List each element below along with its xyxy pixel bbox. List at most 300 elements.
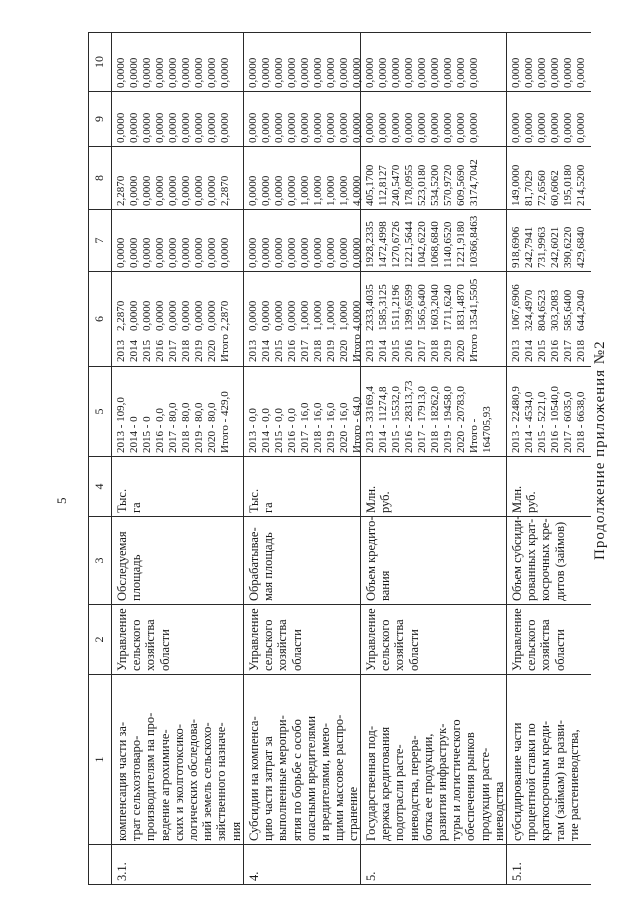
cell-text-line: 0,0000 xyxy=(338,57,350,88)
cell-text-line: сельского xyxy=(524,619,539,671)
cell-text-line: 0,0000 xyxy=(128,300,140,331)
cell-text-line: сельского xyxy=(129,619,144,671)
table-cell xyxy=(244,209,361,271)
cell-text-line: 2015 xyxy=(536,340,548,362)
cell-text-line: Итого xyxy=(351,334,363,362)
cell-text-line: 804,6523 xyxy=(536,289,548,331)
cell-text-line: 1,0000 xyxy=(299,175,311,206)
table-cell xyxy=(361,366,507,456)
cell-text-line: 1221,5644 xyxy=(403,221,415,268)
cell-text-line: 0,0000 xyxy=(180,300,192,331)
table-cell xyxy=(244,91,361,146)
cell-text-line: 2015 xyxy=(141,340,153,362)
cell-text-line: туры и логистического xyxy=(449,719,464,841)
cell-text-line: 0,0000 xyxy=(442,112,454,143)
cell-text-line: га xyxy=(261,502,276,513)
cell-text-line: хозяйства xyxy=(392,619,407,671)
cell-text-line: 429,6840 xyxy=(575,226,587,268)
cell-text-line: 0,0000 xyxy=(193,57,205,88)
value-column xyxy=(115,274,243,331)
data-table xyxy=(88,32,591,885)
cell-text-line: 0,0000 xyxy=(299,57,311,88)
cell-text-line: Управление xyxy=(247,608,261,671)
cell-text-line: 0,0000 xyxy=(115,57,127,88)
cell-text-line: мая площадь xyxy=(261,532,276,601)
cell-text-line: 0,0000 xyxy=(455,57,467,88)
cell-text-line: 0,0000 xyxy=(562,57,574,88)
cell-text-line: ниеводства xyxy=(491,781,506,841)
cell-text-line: 2013 xyxy=(364,340,376,362)
cell-text-line: 0,0000 xyxy=(219,237,231,268)
cell-text-line: 0,0000 xyxy=(206,237,218,268)
cell-text-line: 2018 xyxy=(312,340,324,362)
table-cell xyxy=(507,32,591,91)
cell-text-line: 164705,93 xyxy=(481,406,493,453)
cell-text-line: 195,0180 xyxy=(562,164,574,206)
cell-text-line: 2020 xyxy=(338,340,350,362)
cell-text-line: 2015 - 15532,0 xyxy=(390,386,402,453)
cell-text-line: Итого - 429,0 xyxy=(219,391,231,453)
cell-text-line: 2016 - 0,0 xyxy=(154,408,166,453)
cell-text-line: 0,0000 xyxy=(549,112,561,143)
column-number-cell: 9 xyxy=(89,91,112,146)
cell-text-line: дитов (займов) xyxy=(552,521,567,601)
cell-text-line: тие растениеводства, xyxy=(566,729,581,841)
cell-text-line: 2333,4035 xyxy=(364,284,376,331)
cell-text-line: 0,0000 xyxy=(325,237,337,268)
cell-text-line: 2013 - 109,0 xyxy=(115,397,127,453)
cell-text-line: 2013 - 33169,4 xyxy=(364,386,376,453)
cell-text-line: 2019 - 16,0 xyxy=(325,402,337,453)
cell-text-line: вания xyxy=(378,570,393,601)
cell-text-line: 0,0000 xyxy=(364,112,376,143)
table-cell xyxy=(361,146,507,209)
cell-text-line: 390,6220 xyxy=(562,226,574,268)
cell-text-line: 0,0000 xyxy=(273,57,285,88)
cell-text-line: 2020 - 16,0 xyxy=(338,402,350,453)
cell-text-line: 585,6400 xyxy=(562,289,574,331)
cell-text-line: Государственная под- xyxy=(364,726,378,841)
cell-text-line: 0,0000 xyxy=(429,112,441,143)
column-number-cell: 5 xyxy=(89,366,112,456)
cell-text-line: 4,0000 xyxy=(351,175,363,206)
year-column xyxy=(247,331,363,362)
cell-text-line: 0,0000 xyxy=(364,57,376,88)
table-cell xyxy=(361,456,507,516)
cell-text-line: краткосрочным креди- xyxy=(538,720,553,841)
cell-text-line: 2013 - 0,0 xyxy=(247,408,259,453)
cell-text-line: 1068,6840 xyxy=(429,221,441,268)
cell-text-line: 2017 xyxy=(167,340,179,362)
cell-text-line: 2017 - 16,0 xyxy=(299,402,311,453)
cell-text-line: 0,0000 xyxy=(247,112,259,143)
cell-text-line: 2017 - 6035,0 xyxy=(562,391,574,453)
cell-text-line: 0,0000 xyxy=(273,112,285,143)
table-cell xyxy=(112,366,244,456)
cell-text-line: Итого - 64,0 xyxy=(351,396,363,453)
cell-text-line: Обрабатывае- xyxy=(247,527,261,601)
row-number: 3.1. xyxy=(115,862,129,881)
cell-text-line: сельского xyxy=(378,619,393,671)
cell-text-line: и вредителями, имею- xyxy=(318,723,333,841)
table-cell xyxy=(507,674,591,844)
cell-text-line: 2015 - 5221,0 xyxy=(536,391,548,453)
cell-text-line: 609,5690 xyxy=(455,164,467,206)
cell-text-line: 2014 - 4534,0 xyxy=(523,391,535,453)
table-cell xyxy=(361,271,507,366)
cell-text-line: области xyxy=(406,629,421,671)
cell-text-line: 2016 xyxy=(403,340,415,362)
cell-text-line: Субсидии на компенса- xyxy=(247,716,261,841)
cell-text-line: 2015 xyxy=(273,340,285,362)
cell-text-line: 2013 xyxy=(115,340,127,362)
cell-text-line: Млн. xyxy=(510,485,524,513)
cell-text-line: 2,2870 xyxy=(219,300,231,331)
table-cell xyxy=(361,516,507,604)
cell-text-line: 2019 xyxy=(325,340,337,362)
cell-text-line: 0,0000 xyxy=(247,57,259,88)
cell-text-line: 0,0000 xyxy=(403,57,415,88)
cell-text-line: 0,0000 xyxy=(115,112,127,143)
cell-text-line: 0,0000 xyxy=(193,112,205,143)
cell-text-line: 149,0000 xyxy=(510,164,522,206)
cell-text-line: 0,0000 xyxy=(219,57,231,88)
cell-text-line: 0,0000 xyxy=(377,57,389,88)
cell-text-line: 0,0000 xyxy=(562,112,574,143)
cell-text-line: 2015 xyxy=(390,340,402,362)
cell-text-line: 2014 xyxy=(260,340,272,362)
cell-text-line: 2016 - 0,0 xyxy=(286,408,298,453)
cell-text-line: 0,0000 xyxy=(351,112,363,143)
table-cell xyxy=(244,366,361,456)
cell-text-line: 0,0000 xyxy=(273,300,285,331)
cell-text-line: 2014 - 0,0 xyxy=(260,408,272,453)
table-cell xyxy=(112,604,244,674)
row-number: 4. xyxy=(247,871,261,881)
cell-text-line: Обследуемая xyxy=(115,531,129,601)
cell-text-line: 60,6062 xyxy=(549,170,561,206)
cell-text-line: области xyxy=(552,629,567,671)
cell-text-line: 0,0000 xyxy=(128,237,140,268)
cell-text-line: 1711,6240 xyxy=(442,284,454,331)
cell-text-line: 1928,2335 xyxy=(364,221,376,268)
cell-text-line: 0,0000 xyxy=(206,300,218,331)
cell-text-line: 0,0000 xyxy=(312,112,324,143)
cell-text-line: 2018 - 16,0 xyxy=(312,402,324,453)
cell-text-line: 4,0000 xyxy=(351,300,363,331)
cell-text-line: 1472,4998 xyxy=(377,221,389,268)
table-cell xyxy=(361,604,507,674)
table-cell xyxy=(361,674,507,844)
header-cell-blank xyxy=(89,844,112,884)
cell-text-line: области xyxy=(289,629,304,671)
cell-text-line: 0,0000 xyxy=(128,112,140,143)
cell-text-line: 324,4970 xyxy=(523,289,535,331)
cell-text-line: Итого - xyxy=(468,418,480,453)
table-cell xyxy=(112,146,244,209)
cell-text-line: 0,0000 xyxy=(351,57,363,88)
table-cell xyxy=(112,456,244,516)
column-number-cell: 2 xyxy=(89,604,112,674)
cell-text-line: 0,0000 xyxy=(219,112,231,143)
cell-text-line: 570,9720 xyxy=(442,164,454,206)
table-cell xyxy=(112,516,244,604)
cell-text-line: 2,2870 xyxy=(115,175,127,206)
cell-text-line: 1,0000 xyxy=(338,175,350,206)
cell-text-line: 2017 - 17913,0 xyxy=(416,386,428,453)
table-cell xyxy=(507,271,591,366)
cell-text-line: 0,0000 xyxy=(141,237,153,268)
cell-text-line: 242,6021 xyxy=(549,226,561,268)
cell-text-line: 0,0000 xyxy=(536,112,548,143)
cell-text-line: 2018 xyxy=(575,340,587,362)
cell-text-line: 0,0000 xyxy=(325,112,337,143)
cell-text-line: 0,0000 xyxy=(273,237,285,268)
cell-text-line: 0,0000 xyxy=(510,57,522,88)
cell-text-line: 2013 xyxy=(510,340,522,362)
cell-text-line: 2014 xyxy=(377,340,389,362)
cell-text-line: 0,0000 xyxy=(286,57,298,88)
cell-text-line: 2016 - 28313,73 xyxy=(403,380,415,453)
cell-text-line: 2017 - 80,0 xyxy=(167,402,179,453)
cell-text-line: 2017 xyxy=(562,340,574,362)
cell-text-line: Управление xyxy=(115,608,129,671)
cell-text-line: 1067,6906 xyxy=(510,284,522,331)
page-header: Продолжение приложения №2 xyxy=(592,340,608,560)
cell-text-line: 918,6906 xyxy=(510,226,522,268)
cell-text-line: 1,0000 xyxy=(325,175,337,206)
table-cell xyxy=(244,456,361,516)
cell-text-line: 1042,6220 xyxy=(416,221,428,268)
cell-text-line: 0,0000 xyxy=(575,112,587,143)
cell-text-line: 0,0000 xyxy=(338,237,350,268)
cell-text-line: хозяйства xyxy=(143,619,158,671)
cell-text-line: 644,2040 xyxy=(575,289,587,331)
cell-text-line: ведение агрохимиче- xyxy=(157,729,172,841)
table-cell xyxy=(244,146,361,209)
cell-text-line: 0,0000 xyxy=(468,57,480,88)
cell-text-line: 1,0000 xyxy=(338,300,350,331)
cell-text-line: 0,0000 xyxy=(128,57,140,88)
cell-text-line: 0,0000 xyxy=(260,57,272,88)
table-cell xyxy=(112,271,244,366)
cell-text-line: ний земель сельскохо- xyxy=(200,722,215,841)
value-column xyxy=(510,274,591,331)
cell-text-line: 0,0000 xyxy=(442,57,454,88)
cell-text-line: 0,0000 xyxy=(180,237,192,268)
table-cell xyxy=(361,32,507,91)
cell-text-line: ния xyxy=(228,821,243,841)
cell-text-line: выполненные меропри- xyxy=(275,715,290,841)
cell-text-line: подотрасли расте- xyxy=(392,744,407,841)
value-column xyxy=(364,274,506,331)
cell-text-line: 2015 - 0,0 xyxy=(273,408,285,453)
cell-text-line: 0,0000 xyxy=(325,57,337,88)
cell-text-line: 2015 - 0 xyxy=(141,416,153,453)
cell-text-line: 0,0000 xyxy=(523,57,535,88)
value-column xyxy=(247,274,363,331)
column-number-cell: 3 xyxy=(89,516,112,604)
cell-text-line: опасными вредителями xyxy=(303,715,318,841)
column-number-cell: 1 xyxy=(89,674,112,844)
cell-text-line: 1565,6400 xyxy=(416,284,428,331)
cell-text-line: 0,0000 xyxy=(260,300,272,331)
cell-text-line: 0,0000 xyxy=(299,112,311,143)
cell-text-line: 2020 xyxy=(206,340,218,362)
table-cell xyxy=(361,209,507,271)
column-number-cell: 10 xyxy=(89,32,112,91)
cell-text-line: 242,7941 xyxy=(523,226,535,268)
cell-text-line: 0,0000 xyxy=(154,300,166,331)
cell-text-line: области xyxy=(157,629,172,671)
cell-text-line: 0,0000 xyxy=(455,112,467,143)
table-cell xyxy=(507,604,591,674)
cell-text-line: 2016 xyxy=(286,340,298,362)
cell-text-line: щими массовое распро- xyxy=(332,714,347,841)
table-cell xyxy=(244,844,361,884)
table-cell xyxy=(507,844,591,884)
cell-text-line: 0,0000 xyxy=(575,57,587,88)
cell-text-line: 2018 xyxy=(429,340,441,362)
table-cell xyxy=(244,604,361,674)
cell-text-line: 0,0000 xyxy=(286,300,298,331)
table-cell xyxy=(112,91,244,146)
cell-text-line: 72,6560 xyxy=(536,170,548,206)
cell-text-line: 240,5470 xyxy=(390,164,402,206)
cell-text-line: 0,0000 xyxy=(260,112,272,143)
cell-text-line: 0,0000 xyxy=(523,112,535,143)
cell-text-line: 303,2083 xyxy=(549,289,561,331)
cell-text-line: 405,1700 xyxy=(364,164,376,206)
cell-text-line: 0,0000 xyxy=(247,237,259,268)
cell-text-line: 0,0000 xyxy=(128,175,140,206)
table-cell xyxy=(244,674,361,844)
column-number-cell: 4 xyxy=(89,456,112,516)
cell-text-line: 10366,8463 xyxy=(468,215,480,268)
cell-text-line: 1,0000 xyxy=(299,300,311,331)
cell-text-line: странение xyxy=(346,786,361,841)
cell-text-line: 0,0000 xyxy=(390,112,402,143)
cell-text-line: 178,0955 xyxy=(403,164,415,206)
cell-text-line: 2018 - 18262,0 xyxy=(429,386,441,453)
cell-text-line: 2019 xyxy=(442,340,454,362)
cell-text-line: 0,0000 xyxy=(286,112,298,143)
row-number: 5.1. xyxy=(510,862,524,881)
cell-text-line: 2020 - 20783,0 xyxy=(455,386,467,453)
cell-text-line: 0,0000 xyxy=(416,57,428,88)
cell-text-line: 3174,7042 xyxy=(468,159,480,206)
cell-text-line: 1,0000 xyxy=(325,300,337,331)
cell-text-line: держка кредитования xyxy=(378,726,393,841)
table-cell xyxy=(507,516,591,604)
cell-text-line: 81,7029 xyxy=(523,170,535,206)
table-cell xyxy=(244,32,361,91)
year-column xyxy=(115,331,243,362)
year-column xyxy=(510,331,591,362)
cell-text-line: 2014 - 11274,8 xyxy=(377,386,389,453)
cell-text-line: развития инфраструк- xyxy=(435,723,450,841)
cell-text-line: ятия по борьбе с особо xyxy=(289,719,304,841)
cell-text-line: 0,0000 xyxy=(273,175,285,206)
cell-text-line: 0,0000 xyxy=(180,112,192,143)
cell-text-line: руб. xyxy=(524,491,539,513)
cell-text-line: 1399,6599 xyxy=(403,284,415,331)
cell-text-line: 2018 - 6638,0 xyxy=(575,391,587,453)
cell-text-line: 0,0000 xyxy=(141,300,153,331)
cell-text-line: 1270,6726 xyxy=(390,221,402,268)
table-cell xyxy=(507,146,591,209)
column-number-cell: 6 xyxy=(89,271,112,366)
cell-text-line: 0,0000 xyxy=(312,237,324,268)
cell-text-line: ботка ее продукции, xyxy=(420,733,435,841)
cell-text-line: 2016 xyxy=(549,340,561,362)
cell-text-line: рованных крат- xyxy=(524,518,539,601)
cell-text-line: Объем субсиди- xyxy=(510,515,524,601)
cell-text-line: 0,0000 xyxy=(154,237,166,268)
cell-text-line: 2013 - 22480,9 xyxy=(510,386,522,453)
table-cell xyxy=(507,366,591,456)
cell-text-line: 0,0000 xyxy=(154,57,166,88)
cell-text-line: там (займам) на разви- xyxy=(552,720,567,841)
cell-text-line: процентной ставки по xyxy=(524,723,539,841)
cell-text-line: 0,0000 xyxy=(167,175,179,206)
table-cell xyxy=(244,516,361,604)
cell-text-line: 1511,2196 xyxy=(390,284,402,331)
cell-text-line: 2020 - 80,0 xyxy=(206,402,218,453)
table-cell xyxy=(507,456,591,516)
cell-text-line: 2019 - 80,0 xyxy=(193,402,205,453)
cell-text-line: 0,0000 xyxy=(193,300,205,331)
cell-text-line: 214,5200 xyxy=(575,164,587,206)
cell-text-line: 0,0000 xyxy=(141,57,153,88)
cell-text-line: 0,0000 xyxy=(403,112,415,143)
cell-text-line: 1585,3125 xyxy=(377,284,389,331)
cell-text-line: зяйственного назначе- xyxy=(214,722,229,841)
cell-text-line: 1140,6520 xyxy=(442,221,454,268)
cell-text-line: 0,0000 xyxy=(312,57,324,88)
cell-text-line: 0,0000 xyxy=(141,112,153,143)
table-cell xyxy=(507,209,591,271)
cell-text-line: Управление xyxy=(364,608,378,671)
cell-text-line: трат сельхозтоваро- xyxy=(129,735,144,841)
cell-text-line: 0,0000 xyxy=(154,175,166,206)
cell-text-line: Итого xyxy=(468,334,480,362)
cell-text-line: логических обследова- xyxy=(186,719,201,841)
cell-text-line: 0,0000 xyxy=(193,237,205,268)
cell-text-line: площадь xyxy=(129,554,144,601)
cell-text-line: 2,2870 xyxy=(219,175,231,206)
cell-text-line: 0,0000 xyxy=(167,112,179,143)
table-cell xyxy=(112,32,244,91)
cell-text-line: 1,0000 xyxy=(312,300,324,331)
table-cell xyxy=(244,271,361,366)
cell-text-line: 0,0000 xyxy=(167,57,179,88)
cell-text-line: ских и эколготоксико- xyxy=(171,724,186,841)
cell-text-line: ниеводства, перера- xyxy=(406,735,421,841)
cell-text-line: 2013 xyxy=(247,340,259,362)
table-cell xyxy=(112,844,244,884)
cell-text-line: Итого xyxy=(219,334,231,362)
cell-text-line: 0,0000 xyxy=(206,57,218,88)
cell-text-line: Тыс. xyxy=(247,488,261,513)
table-cell xyxy=(507,91,591,146)
cell-text-line: 0,0000 xyxy=(247,300,259,331)
cell-text-line: 1831,4870 xyxy=(455,284,467,331)
cell-text-line: субсидирование части xyxy=(510,722,524,841)
cell-text-line: га xyxy=(129,502,144,513)
cell-text-line: 0,0000 xyxy=(115,237,127,268)
cell-text-line: 0,0000 xyxy=(510,112,522,143)
